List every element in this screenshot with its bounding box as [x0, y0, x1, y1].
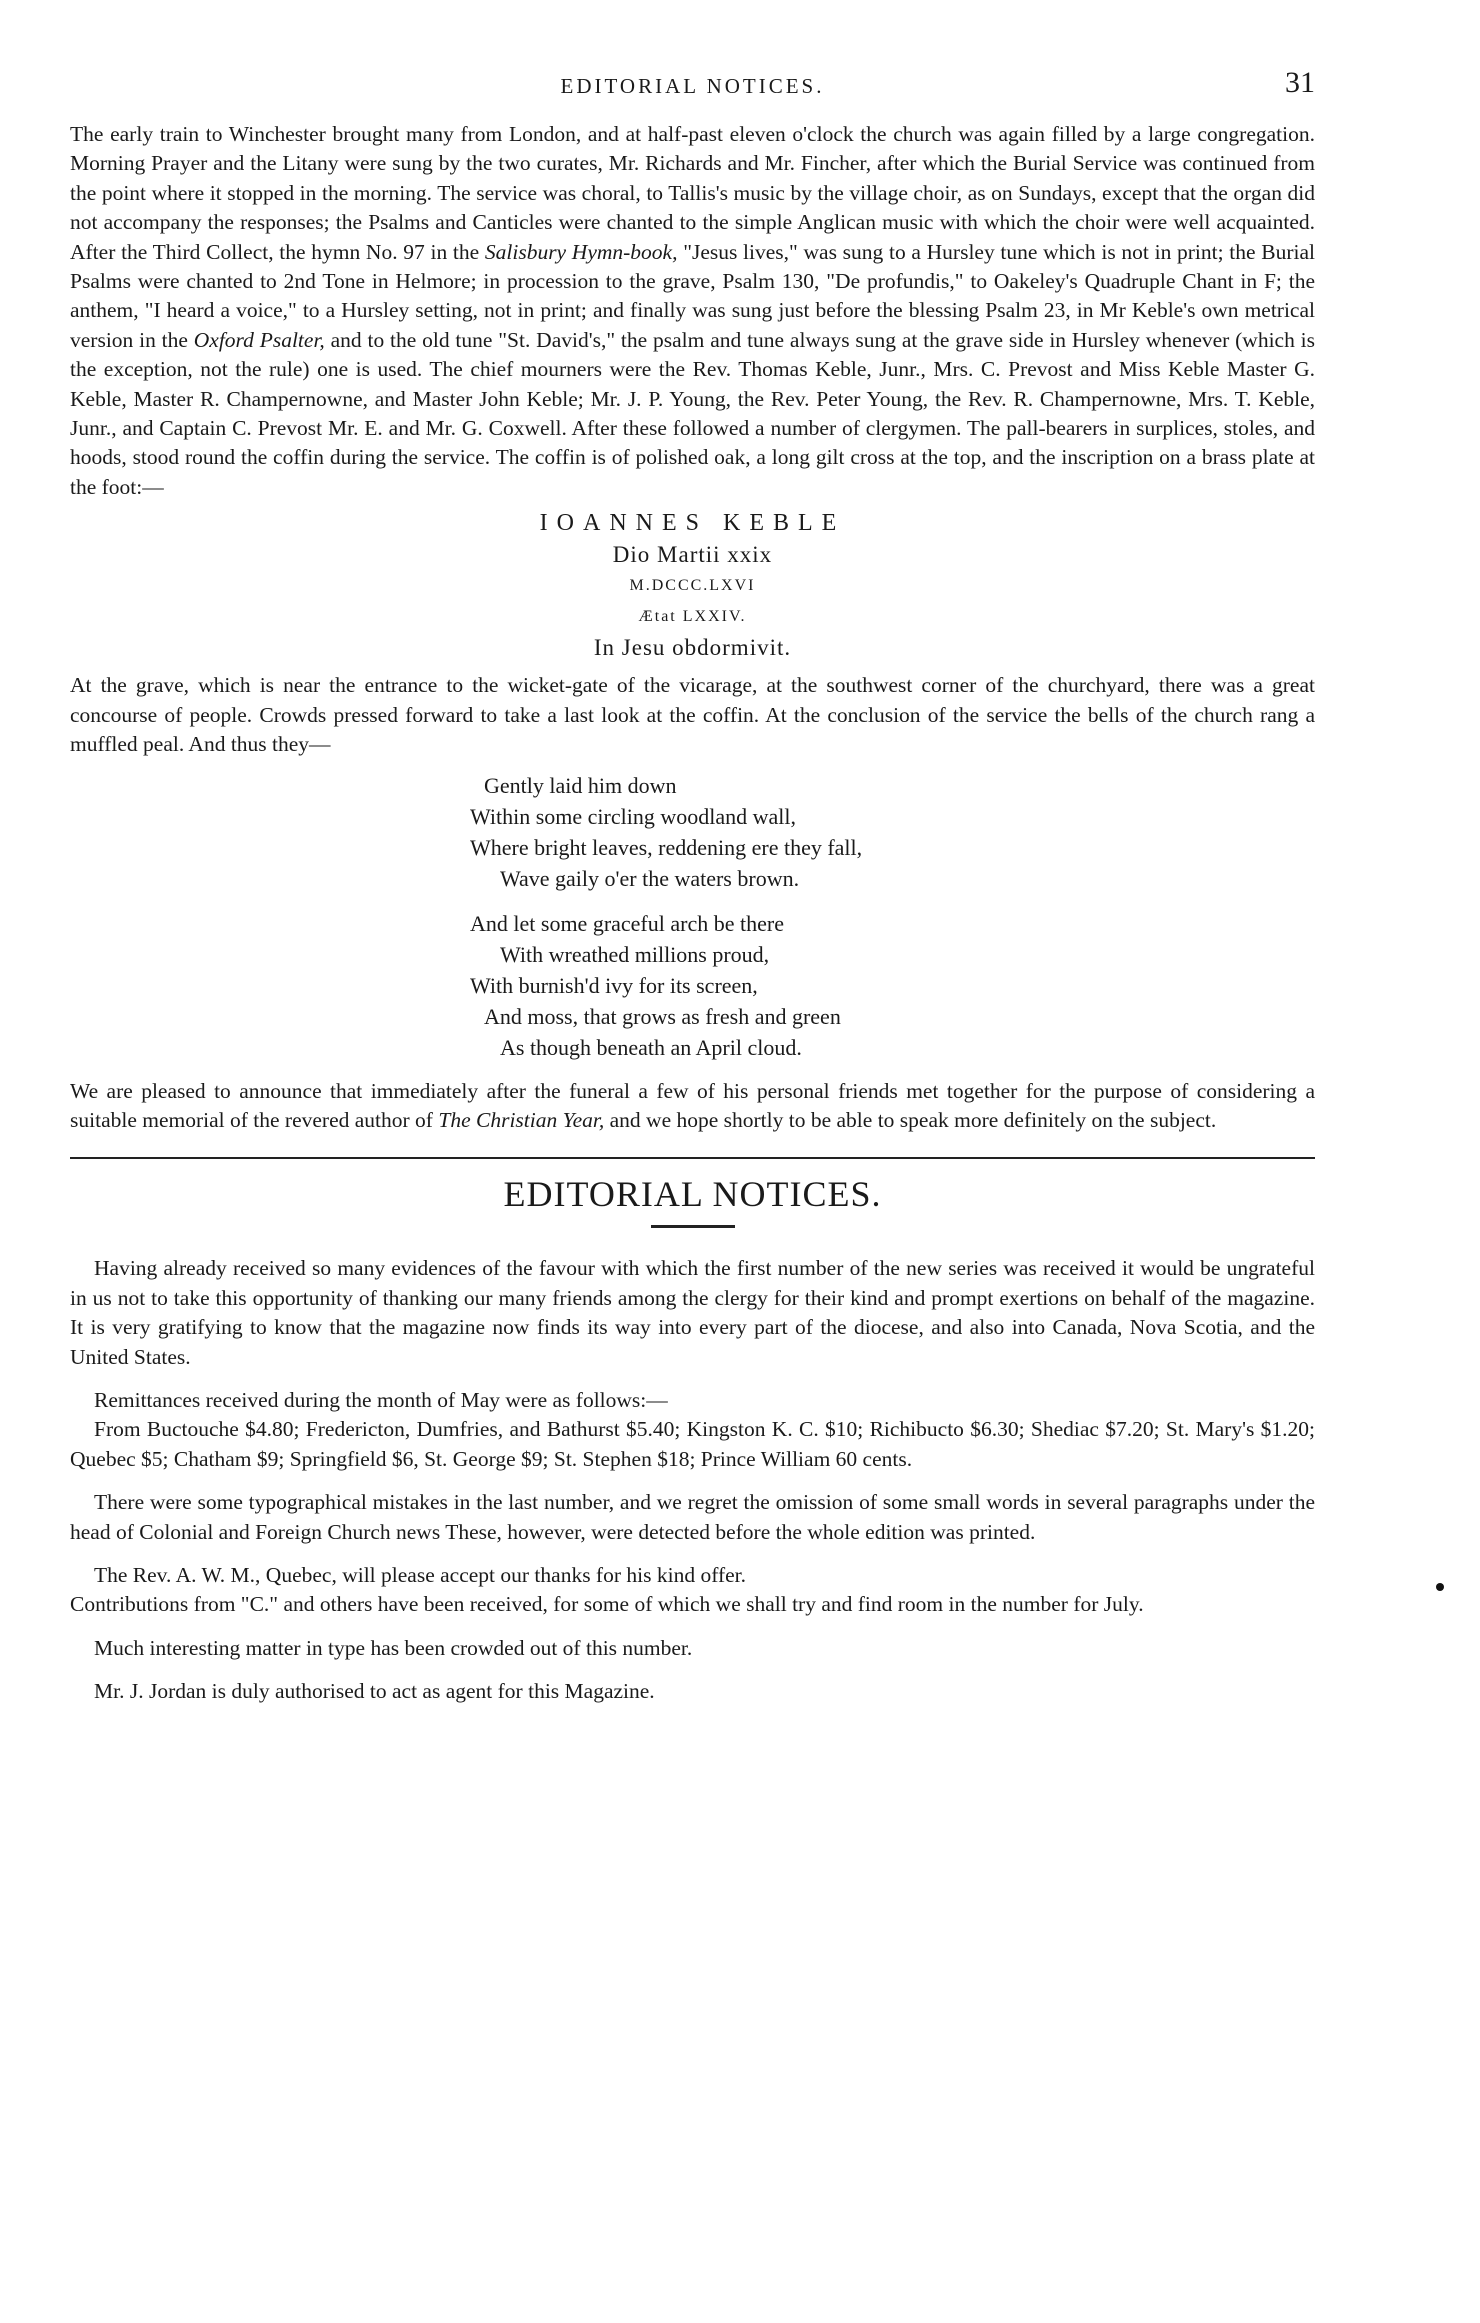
poem-line: Within some circling woodland wall,	[470, 803, 796, 829]
inscription-line: Dio Martii xxix	[612, 542, 773, 568]
inscription-line: In Jesu obdormivit.	[593, 635, 792, 661]
psalter-title: Oxford Psalter,	[193, 327, 325, 352]
poem-line: With burnish'd ivy for its screen,	[470, 972, 758, 998]
poem-line: With wreathed millions proud,	[500, 941, 770, 967]
poem-line: And let some graceful arch be there	[470, 910, 784, 936]
memorial-text-1: We are pleased to announce that immediately after the funeral a few of his personal friends met together for the purpose of considering a suitable memorial of the revered author of	[70, 1078, 1315, 1132]
memorial-paragraph	[70, 1077, 1315, 1136]
memorial-text-2: and we hope shortly to be able to speak more definitely on the subject.	[609, 1107, 1217, 1132]
hymnbook-title: Salisbury Hymn-book,	[484, 239, 678, 264]
page-number: 31	[1285, 66, 1315, 99]
remittances-list: From Buctouche $4.80; Fredericton, Dumfries, and Bathurst $5.40; Kingston K. C. $10; Richibucto $6.30; Shediac $7.20; St. Mary's $1.20; Quebec $5; Chatham $9; Springfield $6, St. George $9; St. Stephen $18; Prince William 60 cents.	[70, 1417, 1315, 1471]
funeral-paragraph	[70, 120, 1315, 502]
funeral-text-3: and to the old tune "St. David's," the psalm and tune always sung at the grave side in Hursley whenever (which is the exception, not the rule) one is used. The chief mourners were the Rev. Thomas Keble, Junr., Mrs. C. Prevost and Miss Keble Master G. Keble, Master R. Champernowne, and Master John Keble; Mr. J. P. Young, the Rev. Peter Young, the Rev. R. Champernowne, Mrs. T. Keble, Junr., and Captain C. Prevost Mr. E. and Mr. G. Coxwell. After these followed a number of clergymen. The pall-bearers in surplices, stoles, and hoods, stood round the coffin during the service. The coffin is of polished oak, a long gilt cross at the top, and the inscription on a brass plate at the foot:—	[70, 327, 1316, 499]
section-title: EDITORIAL NOTICES.	[503, 1174, 882, 1215]
poem-line: As though beneath an April cloud.	[500, 1034, 802, 1060]
poem-line: Wave gaily o'er the waters brown.	[500, 865, 800, 891]
poem-stanza	[470, 770, 1315, 894]
agent-note: Mr. J. Jordan is duly authorised to act as agent for this Magazine.	[94, 1679, 655, 1704]
inscription-line: M.DCCC.LXVI	[629, 577, 756, 595]
inscription-line: IOANNES KEBLE	[539, 510, 846, 537]
poem-stanza	[470, 908, 1315, 1063]
poem-line: Gently laid him down	[484, 772, 677, 798]
thanks-note-paragraph	[70, 1561, 1315, 1620]
rev-awm-note: The Rev. A. W. M., Quebec, will please accept our thanks for his kind offer.	[94, 1562, 747, 1587]
inscription-line: Ætat LXXIV.	[638, 608, 747, 626]
poem-line: Where bright leaves, reddening ere they fall,	[470, 834, 863, 860]
thanks-paragraph: Having already received so many evidences of the favour with which the first number of the new series was received it would be ungrateful in us not to take this opportunity of thanking our many friends among the clergy for their kind and prompt exertions on behalf of the magazine. It is very gratifying to know that the magazine now finds its way into every part of the diocese, and also into Canada, Nova Scotia, and the United States.	[70, 1256, 1315, 1369]
title-rule	[651, 1225, 735, 1228]
grave-paragraph: At the grave, which is near the entrance to the wicket-gate of the vicarage, at the southwest corner of the churchyard, there was a great concourse of people. Crowds pressed forward to take a last look at the coffin. At the conclusion of the service the bells of the church rang a muffled peal. And thus they—	[70, 673, 1315, 757]
poem-line: And moss, that grows as fresh and green	[484, 1003, 841, 1029]
funeral-text-1: The early train to Winchester brought many from London, and at half-past eleven o'clock the church was again filled by a large congregation. Morning Prayer and the Litany were sung by the two curates, Mr. Richards and Mr. Fincher, after which the Burial Service was continued from the point where it stopped in the morning. The service was choral, to Tallis's music by the village choir, as on Sundays, except that the organ did not accompany the responses; the Psalms and Canticles were chanted to the simple Anglican music with which the choir were well acquainted. After the Third Collect, the hymn No. 97 in the	[70, 122, 1315, 264]
poem	[470, 770, 1315, 1063]
page-header	[70, 60, 1315, 120]
funeral-text-2: "Jesus lives," was sung to a Hursley tune which is not in print; the Burial Psalms were chanted to 2nd Tone in Helmore; in procession to the grave, Psalm 130, "De profundis," to Oakeley's Quadruple Chant in F; the anthem, "I heard a voice," to a Hursley setting, not in print; and finally was sung just before the blessing Psalm 23, in Mr Keble's own metrical version in the	[70, 239, 1316, 352]
crowded-out-note: Much interesting matter in type has been crowded out of this number.	[94, 1635, 693, 1660]
typographical-paragraph: There were some typographical mistakes in the last number, and we regret the omission of some small words in several paragraphs under the head of Colonial and Foreign Church news These, however, were detected before the whole edition was printed.	[70, 1490, 1315, 1544]
page	[70, 60, 1315, 1721]
coffin-inscription	[70, 508, 1315, 663]
section-divider	[70, 1157, 1315, 1159]
contributions-note: Contributions from "C." and others have been received, for some of which we shall try and find room in the number for July.	[70, 1592, 1144, 1617]
margin-ink-dot	[1436, 1583, 1444, 1591]
running-title: EDITORIAL NOTICES.	[560, 74, 825, 98]
remittances-heading: Remittances received during the month of May were as follows:—	[94, 1387, 668, 1412]
christian-year-title: The Christian Year,	[438, 1107, 605, 1132]
remittances-paragraph	[70, 1386, 1315, 1474]
